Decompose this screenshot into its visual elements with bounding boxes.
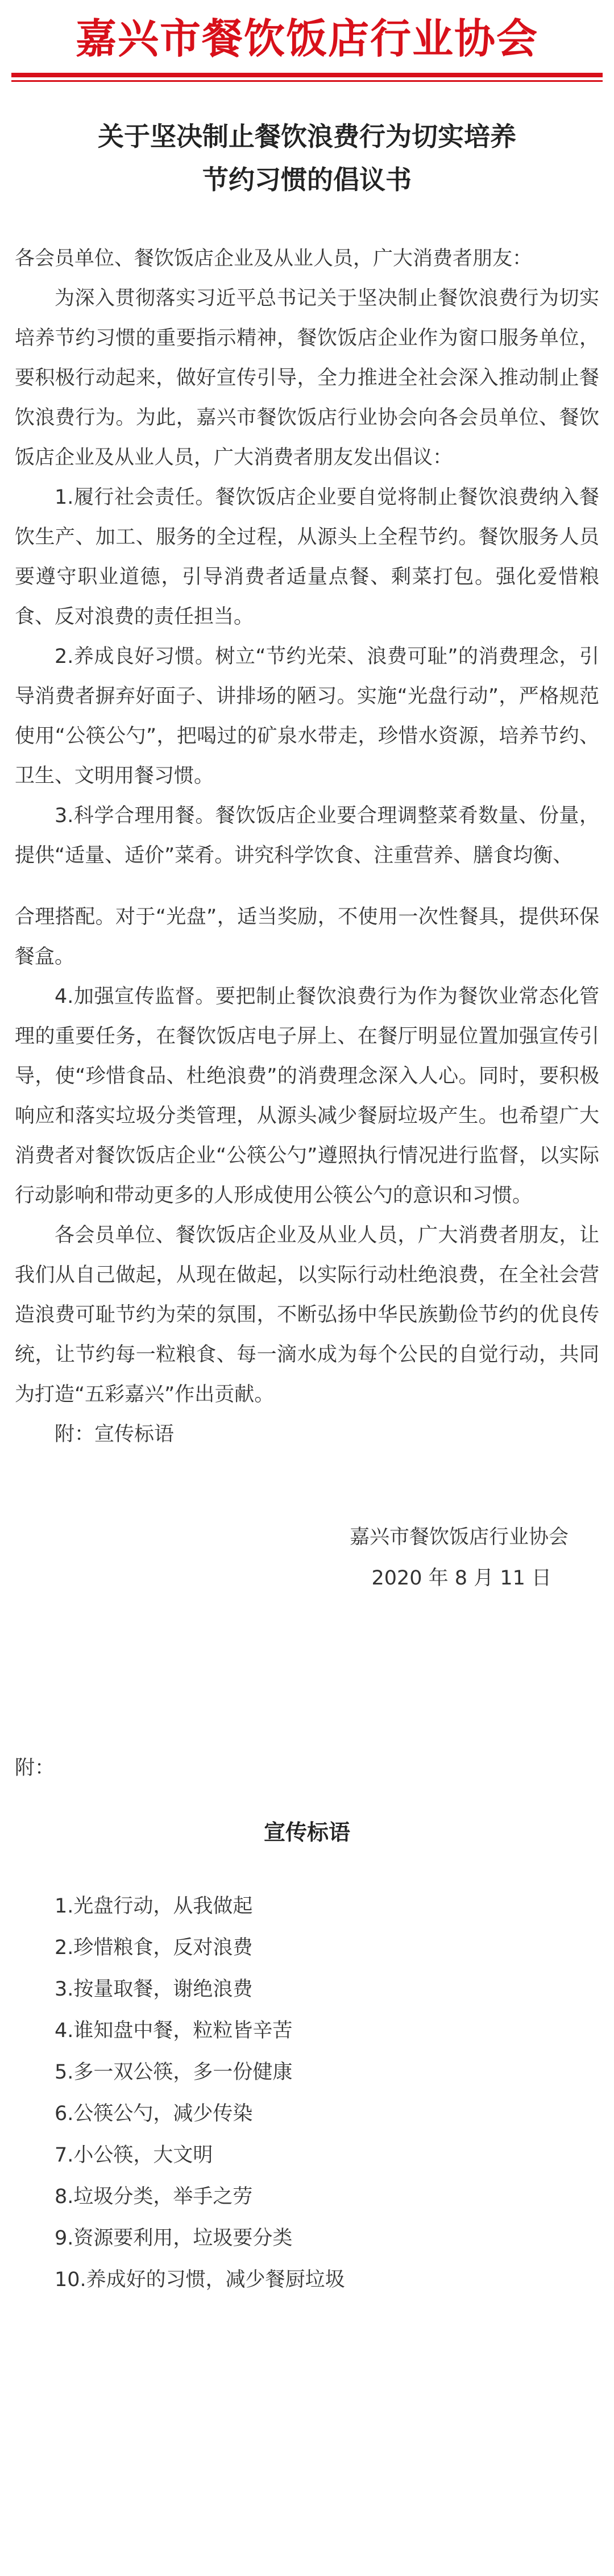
slogan-item: 9.资源要利用，垃圾要分类 <box>55 2227 293 2250</box>
title-line-1: 关于坚决制止餐饮浪费行为切实培养 <box>98 121 516 152</box>
slogan-item: 5.多一双公筷，多一份健康 <box>55 2061 293 2084</box>
org-header-title: 嘉兴市餐饮饭店行业协会 <box>75 15 538 63</box>
document-body <box>0 239 614 1454</box>
slogan-list <box>0 1886 614 2301</box>
header-rule-thin <box>11 80 603 82</box>
item-4-paragraph: 4.加强宣传监督。要把制止餐饮浪费行为作为餐饮业常态化管理的重要任务，在餐饮饭店电子屏上、在餐厅明显位置加强宣传引导，使“珍惜食品、杜绝浪费”的消费理念深入人心。同时，要积极响应和落实垃圾分类管理，从源头减少餐厨垃圾产生。也希望广大消费者对餐饮饭店企业“公筷公勺”遵照执行情况进行监督，以实际行动影响和带动更多的人形成使用公筷公勺的意识和习惯。 <box>15 985 599 1207</box>
title-line-2: 节约习惯的倡议书 <box>202 164 412 195</box>
signature-block <box>0 1517 614 1599</box>
slogan-section-title: 宣传标语 <box>263 1820 350 1845</box>
slogan-item: 3.按量取餐，谢绝浪费 <box>55 1978 253 2001</box>
document-title <box>0 115 614 201</box>
item-3-paragraph-a: 3.科学合理用餐。餐饮饭店企业要合理调整菜肴数量、份量，提供“适量、适价”菜肴。讲究科学饮食、注重营养、膳食均衡、 <box>15 804 599 867</box>
item-3-paragraph-b: 合理搭配。对于“光盘”，适当奖励，不使用一次性餐具，提供环保餐盒。 <box>15 906 599 968</box>
item-1-paragraph: 1.履行社会责任。餐饮饭店企业要自觉将制止餐饮浪费纳入餐饮生产、加工、服务的全过程，从源头上全程节约。餐饮服务人员要遵守职业道德，引导消费者适量点餐、剩菜打包。强化爱惜粮食、反对浪费的责任担当。 <box>15 486 599 628</box>
salutation: 各会员单位、餐饮饭店企业及从业人员，广大消费者朋友： <box>15 247 533 270</box>
item-2-paragraph: 2.养成良好习惯。树立“节约光荣、浪费可耻”的消费理念，引导消费者摒弃好面子、讲排场的陋习。实施“光盘行动”，严格规范使用“公筷公勺”，把喝过的矿泉水带走，珍惜水资源，培养节约、卫生、文明用餐习惯。 <box>15 645 599 787</box>
slogan-item: 1.光盘行动，从我做起 <box>55 1895 253 1918</box>
closing-paragraph: 各会员单位、餐饮饭店企业及从业人员，广大消费者朋友，让我们从自己做起，从现在做起，以实际行动杜绝浪费，在全社会营造浪费可耻节约为荣的氛围，不断弘扬中华民族勤俭节约的优良传统，让节约每一粒粮食、每一滴水成为每个公民的自觉行动，共同为打造“五彩嘉兴”作出贡献。 <box>15 1224 599 1406</box>
attachment-note: 附：宣传标语 <box>55 1423 175 1446</box>
header-rule-thick <box>11 73 603 77</box>
slogan-item: 8.垃圾分类，举手之劳 <box>55 2185 253 2208</box>
slogan-item: 10.养成好的习惯，减少餐厨垃圾 <box>55 2268 345 2291</box>
intro-paragraph: 为深入贯彻落实习近平总书记关于坚决制止餐饮浪费行为切实培养节约习惯的重要指示精神，餐饮饭店企业作为窗口服务单位，要积极行动起来，做好宣传引导，全力推进全社会深入推动制止餐饮浪费行为。为此，嘉兴市餐饮饭店行业协会向各会员单位、餐饮饭店企业及从业人员，广大消费者朋友发出倡议： <box>15 287 599 469</box>
slogan-item: 4.谁知盘中餐，粒粒皆辛苦 <box>55 2019 293 2042</box>
appendix-label: 附： <box>15 1757 55 1779</box>
signature-date: 2020 年 8 月 11 日 <box>371 1567 551 1590</box>
slogan-item: 7.小公筷，大文明 <box>55 2144 213 2167</box>
slogan-item: 2.珍惜粮食，反对浪费 <box>55 1936 253 1959</box>
slogan-item: 6.公筷公勺，减少传染 <box>55 2102 253 2125</box>
signature-org: 嘉兴市餐饮饭店行业协会 <box>349 1526 569 1549</box>
